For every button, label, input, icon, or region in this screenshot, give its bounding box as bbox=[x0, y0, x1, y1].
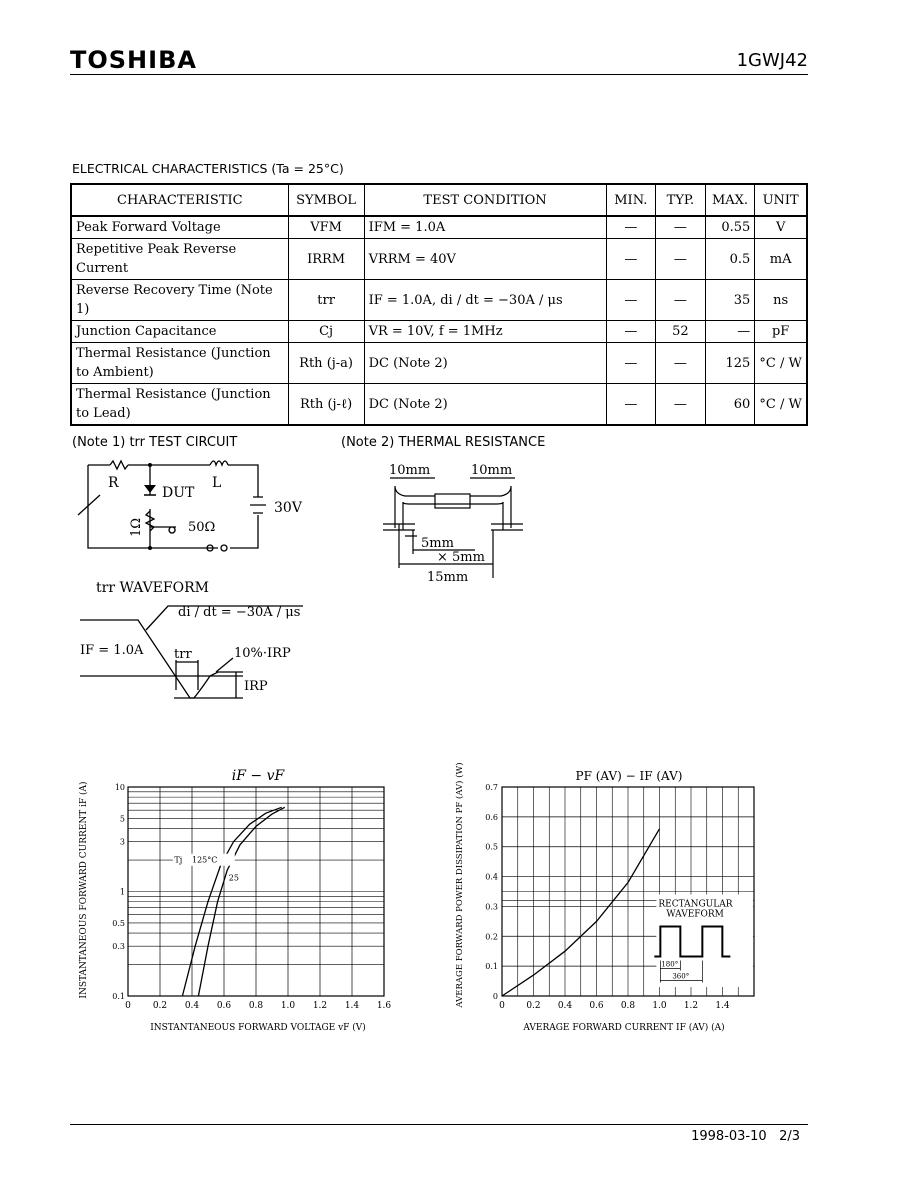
footer-divider bbox=[70, 1124, 808, 1125]
label-didt: di / dt = −30A / μs bbox=[178, 605, 301, 620]
label-dut: DUT bbox=[162, 485, 195, 501]
chart2-annot-rect: RECTANGULAR bbox=[658, 899, 733, 910]
cell-min: — bbox=[606, 280, 656, 321]
footer-date: 1998-03-10 bbox=[691, 1129, 767, 1144]
cell-char: Reverse Recovery Time (Note 1) bbox=[71, 280, 288, 321]
cell-sym: Cj bbox=[288, 321, 364, 343]
chart1-xtick: 0.8 bbox=[248, 1001, 264, 1011]
col-min: MIN. bbox=[606, 184, 656, 216]
cell-typ: 52 bbox=[656, 321, 706, 343]
chart2-ytick: 0.7 bbox=[485, 783, 498, 792]
cell-max: — bbox=[705, 321, 755, 343]
chart2-ytick: 0.4 bbox=[485, 872, 498, 882]
cell-sym: VFM bbox=[288, 216, 364, 239]
chart1-ytick: 5 bbox=[119, 814, 125, 824]
label-1ohm: 1Ω bbox=[129, 517, 144, 537]
table-row bbox=[71, 384, 807, 426]
chart2-xtick: 1.4 bbox=[715, 1001, 730, 1011]
cell-typ: — bbox=[656, 216, 706, 239]
label-10pct: 10%·IRP bbox=[234, 646, 291, 661]
cell-sym: IRRM bbox=[288, 239, 364, 280]
chart1-annot-25: 25 bbox=[228, 873, 239, 883]
cell-char: Junction Capacitance bbox=[71, 321, 288, 343]
chart2-xtick: 0.2 bbox=[526, 1001, 541, 1011]
note2-title: (Note 2) THERMAL RESISTANCE bbox=[341, 435, 546, 450]
cell-unit: pF bbox=[755, 321, 807, 343]
cell-sym: trr bbox=[288, 280, 364, 321]
chart2-xtick: 0.4 bbox=[557, 1001, 573, 1011]
table-row bbox=[71, 216, 807, 239]
chart1-ytick: 1 bbox=[119, 887, 125, 897]
cell-min: — bbox=[606, 343, 656, 384]
electrical-characteristics-table bbox=[70, 183, 808, 426]
chart2-xtick: 0.8 bbox=[620, 1001, 636, 1011]
chart1-xtick: 1.2 bbox=[312, 1001, 328, 1011]
chart2-ytick: 0.1 bbox=[485, 962, 498, 972]
chart2-ytick: 0.5 bbox=[485, 842, 498, 852]
cell-unit: °C / W bbox=[755, 343, 807, 384]
chart1-annot-tj: Tj bbox=[174, 855, 183, 865]
cell-min: — bbox=[606, 384, 656, 426]
cell-cond: DC (Note 2) bbox=[364, 384, 606, 426]
label-irp: IRP bbox=[244, 679, 268, 694]
table-row bbox=[71, 321, 807, 343]
label-50ohm: 50Ω bbox=[188, 520, 216, 535]
cell-min: — bbox=[606, 321, 656, 343]
chart2-plot bbox=[485, 783, 754, 1011]
chart2-xtick: 1.2 bbox=[683, 1001, 699, 1011]
chart1-ytick: 0.5 bbox=[112, 918, 125, 928]
trr-test-circuit bbox=[70, 455, 320, 565]
table-row bbox=[71, 343, 807, 384]
chart2-xtick: 0 bbox=[499, 1001, 505, 1011]
label-l: L bbox=[212, 475, 222, 491]
cell-char: Repetitive Peak Reverse Current bbox=[71, 239, 288, 280]
cell-unit: mA bbox=[755, 239, 807, 280]
cell-char: Peak Forward Voltage bbox=[71, 216, 288, 239]
chart2-ylabel: AVERAGE FORWARD POWER DISSIPATION PF (AV) (W) bbox=[455, 762, 465, 1008]
chart2-ytick: 0 bbox=[492, 992, 498, 1001]
thermal-resistance-diagram bbox=[375, 458, 535, 598]
chart2-annot-360: 360° bbox=[672, 972, 690, 981]
toshiba-logo: TOSHIBA bbox=[70, 46, 197, 74]
cell-cond: IF = 1.0A, di / dt = −30A / μs bbox=[364, 280, 606, 321]
chart2-annot-180: 180° bbox=[661, 960, 679, 969]
table-row bbox=[71, 239, 807, 280]
chart1-xtick: 0 bbox=[125, 1001, 131, 1011]
section-title: ELECTRICAL CHARACTERISTICS (Ta = 25°C) bbox=[72, 161, 344, 176]
cell-cond: VR = 10V, f = 1MHz bbox=[364, 321, 606, 343]
cell-cond: IFM = 1.0A bbox=[364, 216, 606, 239]
trr-waveform bbox=[78, 600, 308, 710]
cell-char: Thermal Resistance (Junction to Ambient) bbox=[71, 343, 288, 384]
col-test-condition: TEST CONDITION bbox=[364, 184, 606, 216]
label-x5mm: × 5mm bbox=[437, 550, 485, 565]
part-number: 1GWJ42 bbox=[736, 50, 808, 71]
footer-page: 2/3 bbox=[779, 1129, 800, 1144]
label-5mm: 5mm bbox=[421, 536, 454, 551]
cell-sym: Rth (j-ℓ) bbox=[288, 384, 364, 426]
chart1-ytick: 0.3 bbox=[112, 942, 125, 952]
cell-min: — bbox=[606, 239, 656, 280]
col-unit: UNIT bbox=[755, 184, 807, 216]
chart2-ytick: 0.6 bbox=[485, 812, 498, 822]
waveform-title: trr WAVEFORM bbox=[96, 580, 209, 596]
cell-sym: Rth (j-a) bbox=[288, 343, 364, 384]
chart1-xtick: 0.6 bbox=[216, 1001, 232, 1011]
cell-max: 0.5 bbox=[705, 239, 755, 280]
chart1-xtick: 0.2 bbox=[152, 1001, 168, 1011]
label-10mm-left: 10mm bbox=[389, 463, 431, 478]
cell-unit: °C / W bbox=[755, 384, 807, 426]
chart2-title: PF (AV) − IF (AV) bbox=[575, 769, 683, 783]
chart2-annot-wave: WAVEFORM bbox=[666, 909, 724, 920]
cell-unit: V bbox=[755, 216, 807, 239]
cell-typ: — bbox=[656, 280, 706, 321]
header-divider bbox=[70, 74, 808, 75]
chart1-ytick: 3 bbox=[119, 837, 125, 847]
col-symbol: SYMBOL bbox=[288, 184, 364, 216]
col-typ: TYP. bbox=[656, 184, 706, 216]
chart2-xlabel: AVERAGE FORWARD CURRENT IF (AV) (A) bbox=[523, 1023, 725, 1033]
label-r: R bbox=[108, 475, 119, 491]
chart1-xtick: 0.4 bbox=[184, 1001, 200, 1011]
cell-min: — bbox=[606, 216, 656, 239]
cell-max: 0.55 bbox=[705, 216, 755, 239]
label-10mm-right: 10mm bbox=[471, 463, 513, 478]
cell-max: 125 bbox=[705, 343, 755, 384]
chart1-plot bbox=[112, 783, 391, 1011]
cell-max: 35 bbox=[705, 280, 755, 321]
chart2-ytick: 0.3 bbox=[485, 902, 498, 912]
chart1-ytick: 0.1 bbox=[112, 992, 125, 1001]
cell-typ: — bbox=[656, 239, 706, 280]
cell-cond: DC (Note 2) bbox=[364, 343, 606, 384]
chart1-xtick: 1.0 bbox=[280, 1001, 296, 1011]
chart1-annot-125: 125°C bbox=[192, 855, 218, 865]
chart1-ylabel: INSTANTANEOUS FORWARD CURRENT iF (A) bbox=[79, 781, 89, 999]
chart1-xtick: 1.4 bbox=[344, 1001, 360, 1011]
table-header-row bbox=[71, 184, 807, 216]
cell-max: 60 bbox=[705, 384, 755, 426]
table-row bbox=[71, 280, 807, 321]
note1-title: (Note 1) trr TEST CIRCUIT bbox=[72, 435, 238, 450]
chart2-xtick: 0.6 bbox=[589, 1001, 604, 1011]
cell-cond: VRRM = 40V bbox=[364, 239, 606, 280]
cell-typ: — bbox=[656, 343, 706, 384]
chart-pf-if bbox=[448, 760, 778, 1040]
cell-char: Thermal Resistance (Junction to Lead) bbox=[71, 384, 288, 426]
col-characteristic: CHARACTERISTIC bbox=[71, 184, 288, 216]
chart2-ytick: 0.2 bbox=[485, 932, 498, 942]
cell-typ: — bbox=[656, 384, 706, 426]
label-trr: trr bbox=[174, 647, 192, 662]
chart2-xtick: 1.0 bbox=[652, 1001, 667, 1011]
label-if: IF = 1.0A bbox=[80, 643, 144, 658]
chart1-xlabel: INSTANTANEOUS FORWARD VOLTAGE vF (V) bbox=[150, 1023, 366, 1033]
chart1-ytick: 10 bbox=[114, 783, 125, 792]
col-max: MAX. bbox=[705, 184, 755, 216]
chart-if-vf bbox=[72, 760, 402, 1040]
label-15mm: 15mm bbox=[427, 570, 469, 585]
label-30v: 30V bbox=[274, 500, 302, 516]
footer bbox=[691, 1129, 800, 1144]
chart1-xtick: 1.6 bbox=[376, 1001, 392, 1011]
chart1-title: iF − vF bbox=[231, 768, 285, 784]
cell-unit: ns bbox=[755, 280, 807, 321]
